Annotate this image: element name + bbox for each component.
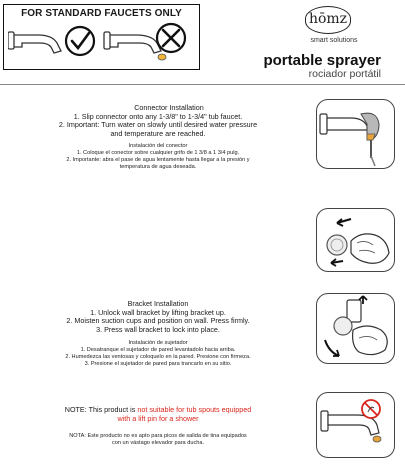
brand-logo: hōmz xyxy=(305,6,351,34)
connector-section xyxy=(8,104,308,171)
connector-es-title: Instalación del conector xyxy=(128,143,188,150)
bracket-es-step-1: 1. Desatranque el sujetador de pared levantadolo hacia arriba. xyxy=(80,347,236,354)
no-lift-pin-icon xyxy=(317,393,395,458)
suction-cup-hand-icon xyxy=(317,209,395,272)
bracket-step-2: 2. Moisten suction cups and position on wall. Press firmly. xyxy=(66,316,250,326)
bracket-section xyxy=(8,300,308,368)
product-subtitle: rociador portátil xyxy=(308,68,381,80)
connector-step-2-cont: and temperature are reached. xyxy=(110,128,206,138)
note-warning-2: with a lift pin for a shower xyxy=(117,413,199,423)
lift-pin-illustration xyxy=(316,392,395,458)
note-es-prefix: NOTA: xyxy=(69,433,88,440)
divider xyxy=(0,84,405,85)
brand-tagline: smart solutions xyxy=(310,37,358,44)
connector-es-step-1: 1. Coloque el conector sobre cualquier grifo de 1 3/8 a 1 3/4 pulg. xyxy=(76,150,240,157)
connector-es-step-2-cont: temperatura de agua deseada. xyxy=(119,164,197,171)
bracket-es-step-2: 2. Humedezca las ventosas y coloquelo en la pared. Presione con firmeza. xyxy=(65,354,251,361)
bracket-es-title: Instalación de sujetador xyxy=(128,340,188,347)
bracket-lock-illustration xyxy=(316,293,395,364)
bracket-es-step-3: 3. Presione el sujetador de pared para trancarlo en su sitio. xyxy=(84,361,232,368)
bracket-title: Bracket Installation xyxy=(127,299,189,308)
badge-title: FOR STANDARD FAUCETS ONLY xyxy=(21,8,182,19)
connector-step-2: 2. Important: Turn water on slowly until desired water pressure xyxy=(58,120,258,130)
note-prefix: NOTE: This product is xyxy=(64,405,138,414)
note-section xyxy=(8,406,308,447)
faucet-comparison-icon xyxy=(8,19,198,69)
connector-illustration xyxy=(316,99,395,169)
connector-title: Connector Installation xyxy=(134,103,204,112)
check-icon xyxy=(66,27,94,55)
note-es-text-2: con un vástago elevador para ducha. xyxy=(111,440,205,447)
connector-es-step-2: 2. Importante: abra el pase de agua lentamente hasta llegar a la presión y xyxy=(66,157,250,164)
standard-faucets-badge xyxy=(3,4,200,70)
faucet-icon xyxy=(8,32,61,53)
connector-icon xyxy=(317,100,395,169)
no-icon xyxy=(157,24,185,52)
note-es-text-1: Este producto no es apto para picos de salida de tina equipados xyxy=(87,433,247,440)
suction-cup-illustration xyxy=(316,208,395,272)
note-es-line-1 xyxy=(8,433,308,440)
connector-step-1: 1. Slip connector onto any 1-3/8" to 1-3/4" tub faucet. xyxy=(73,111,243,121)
bracket-lock-hand-icon xyxy=(317,294,395,364)
note-warning-1: not suitable for tub spouts equipped xyxy=(137,405,252,414)
bracket-step-3: 3. Press wall bracket to lock into place. xyxy=(96,324,220,334)
product-title: portable sprayer xyxy=(263,52,381,69)
bracket-step-1: 1. Unlock wall bracket by lifting bracket up. xyxy=(90,307,226,317)
